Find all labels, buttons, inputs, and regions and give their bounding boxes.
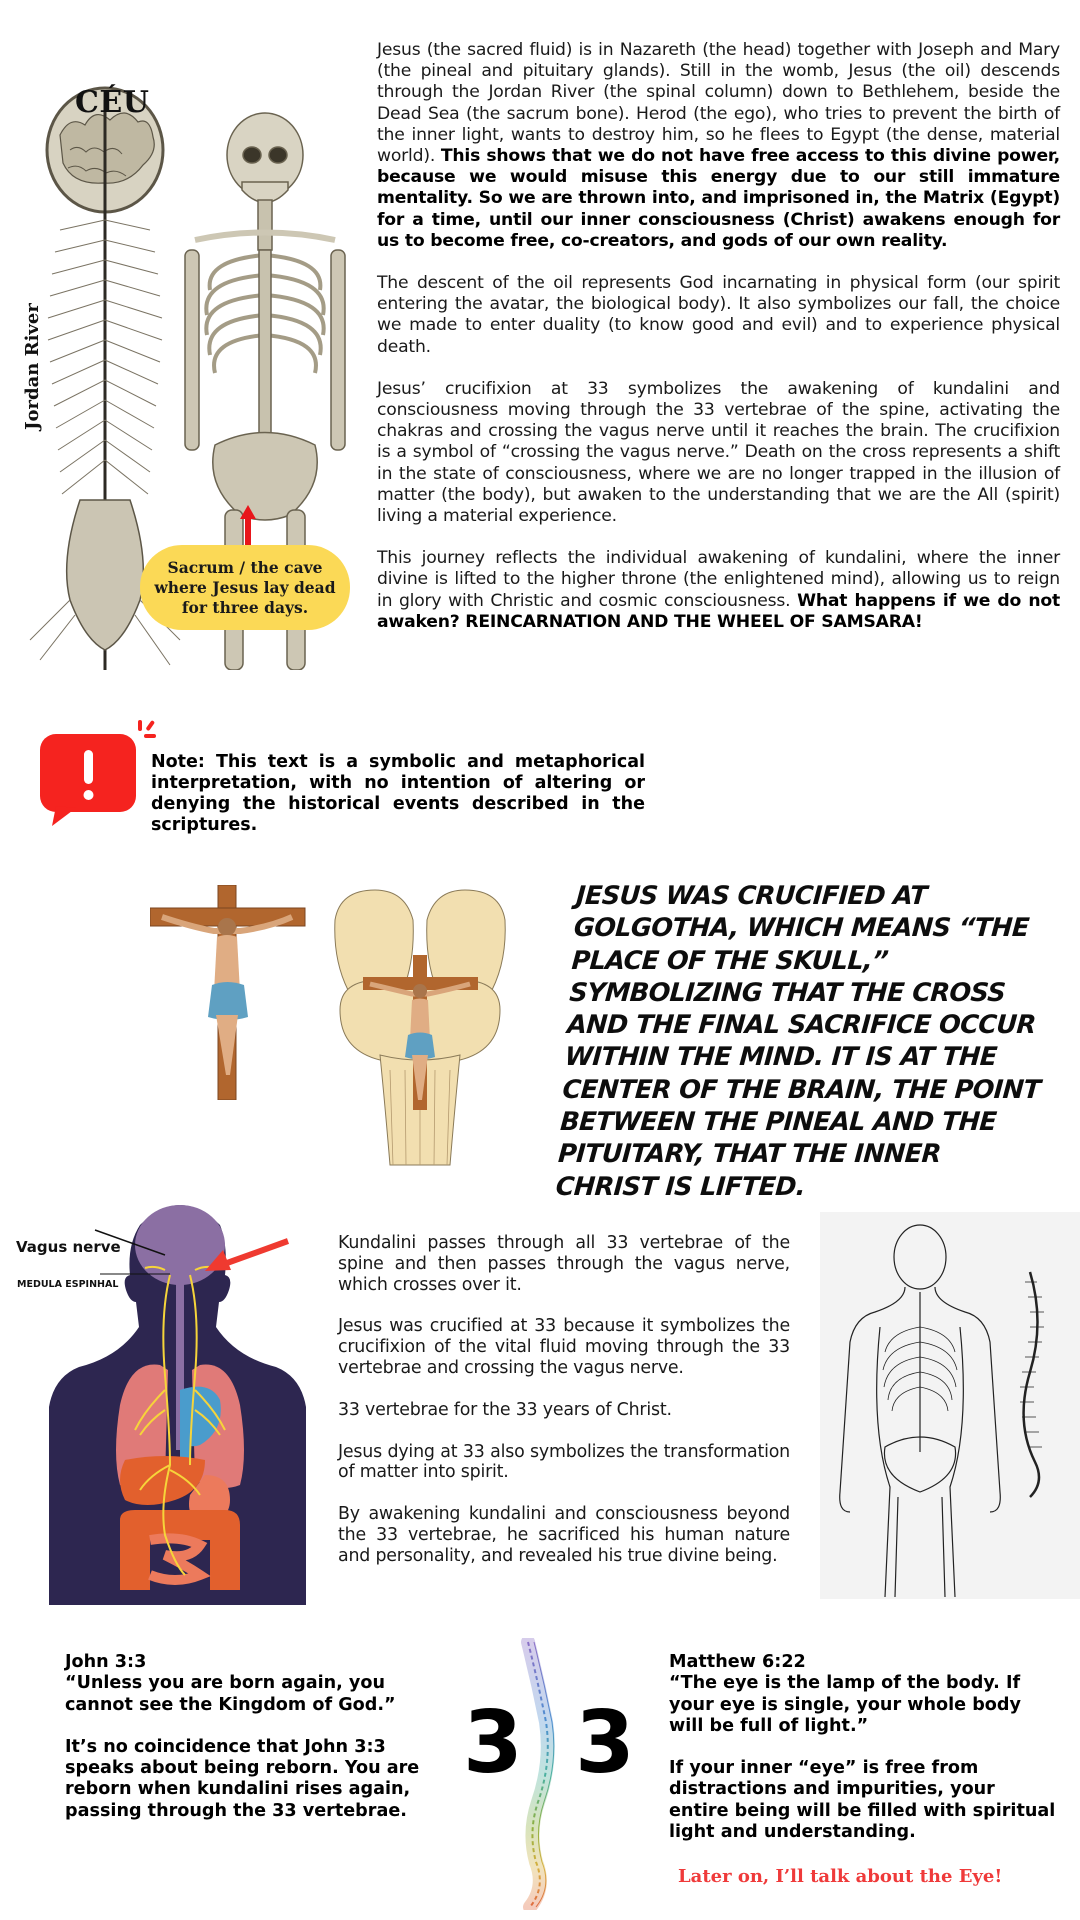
red-pointer-arrow-icon (205, 1238, 290, 1277)
matthew-reference: Matthew 6:22 (669, 1652, 806, 1672)
vagus-paragraph-1: Kundalini passes through all 33 vertebrae of the spine and then passes through the vagus nerve, which crosses over it. (338, 1233, 790, 1295)
spinal-cord-label: MEDULA ESPINHAL (17, 1279, 119, 1290)
matthew-verse (669, 1652, 1059, 1737)
golgotha-headline: JESUS WAS CRUCIFIED AT GOLGOTHA, WHICH MEANS “THE PLACE OF THE SKULL,” SYMBOLIZING THAT THE CROSS AND THE FINAL SACRIFICE OCCUR WITHIN THE MIND. IT IS AT THE CENTER OF THE BRAIN, THE POINT BETWEEN THE PINEAL AND THE PITUITARY, THAT THE INNER CHRIST IS LIFTED. (554, 881, 1042, 1202)
skeleton-back-view-image (820, 1212, 1080, 1599)
vagus-text-block (338, 1233, 790, 1588)
intro-paragraph-2: The descent of the oil represents God incarnating in physical form (our spirit entering the avatar, the biological body). It also symbolizes our fall, the choice we made to enter duality (to know good and evil) and to experience physical death. (377, 273, 1060, 357)
john-commentary: It’s no coincidence that John 3:3 speaks about being reborn. You are reborn when kundalini rises again, passing through the 33 vertebrae. (65, 1736, 420, 1821)
intro-paragraph-4: This journey reflects the individual awakening of kundalini, where the inner divine is lifted to the higher throne (the enlightened mind), allowing us to reign in glory with Christic and cosmic consciousness. What happens if we do not awaken? REINCARNATION AND THE WHEEL OF SAMSARA! (377, 548, 1060, 632)
heaven-label: CÉU (75, 85, 150, 120)
brainstem-crucifix-image (325, 880, 515, 1170)
john-quote: “Unless you are born again, you cannot see the Kingdom of God.” (65, 1673, 396, 1715)
disclaimer-note: Note: This text is a symbolic and metaphorical interpretation, with no intention of altering or denying the historical events described in the scriptures. (151, 752, 645, 835)
john-reference: John 3:3 (65, 1652, 147, 1672)
jordan-river-label: Jordan River (22, 303, 43, 430)
rainbow-spine-image (510, 1638, 570, 1910)
vagus-paragraph-2: Jesus was crucified at 33 because it symbolizes the crucifixion of the vital fluid moving through the 33 vertebrae and crossing the vagus nerve. (338, 1316, 790, 1378)
john-verse (65, 1652, 445, 1716)
later-eye-note: Later on, I’ll talk about the Eye! (678, 1866, 1003, 1887)
matthew-verse-block (669, 1652, 1059, 1864)
vagus-paragraph-3: 33 vertebrae for the 33 years of Christ. (338, 1399, 672, 1420)
sacrum-callout: Sacrum / the cave where Jesus lay dead for three days. (140, 545, 350, 630)
intro-text-block (377, 40, 1060, 654)
matthew-quote: “The eye is the lamp of the body. If your eye is single, your whole body will be full of light.” (669, 1673, 1021, 1736)
vagus-paragraph-5: By awakening kundalini and consciousness beyond the 33 vertebrae, he sacrificed his human nature and personality, and revealed his true divine being. (338, 1504, 790, 1566)
crucifix-image (150, 885, 310, 1100)
vagus-nerve-label: Vagus nerve (16, 1238, 121, 1256)
vagus-paragraph-4: Jesus dying at 33 also symbolizes the transformation of matter into spirit. (338, 1441, 790, 1483)
red-arrow-up-icon (240, 505, 256, 550)
intro-paragraph-3: Jesus’ crucifixion at 33 symbolizes the awakening of kundalini and consciousness moving through the 33 vertebrae of the spine, activating the chakras and crossing the vagus nerve until it reaches the brain. The crucifixion is a symbol of “crossing the vagus nerve.” Death on the cross represents a shift in the state of consciousness, where we are no longer trapped in the illusion of matter (the body), but awaken to the understanding that we are the All (spirit) living a material experience. (377, 378, 1060, 527)
john-verse-block (65, 1652, 445, 1843)
number-three-right: 3 (575, 1693, 635, 1793)
alert-speech-bubble-icon (38, 718, 158, 828)
matthew-commentary: If your inner “eye” is free from distractions and impurities, your entire being will be filled with spiritual light and understanding. (669, 1758, 1056, 1843)
intro-paragraph-1: Jesus (the sacred fluid) is in Nazareth (the head) together with Joseph and Mary (the pineal and pituitary glands). Still in the womb, Jesus (the oil) descends through the Jordan River (the spinal column) down to Bethlehem, beside the Dead Sea (the sacrum bone). Herod (the ego), who tries to prevent the birth of the inner light, wants to destroy him, so he flees to Egypt (the dense, material world). This shows that we do not have free access to this divine power, because we would misuse this energy due to our still immature mentality. So we are thrown into, and imprisoned in, the Matrix (Egypt) for a time, until our inner consciousness (Christ) awakens enough for us to become free, co-creators, and gods of our own reality. (377, 40, 1060, 251)
number-three-left: 3 (463, 1693, 523, 1793)
